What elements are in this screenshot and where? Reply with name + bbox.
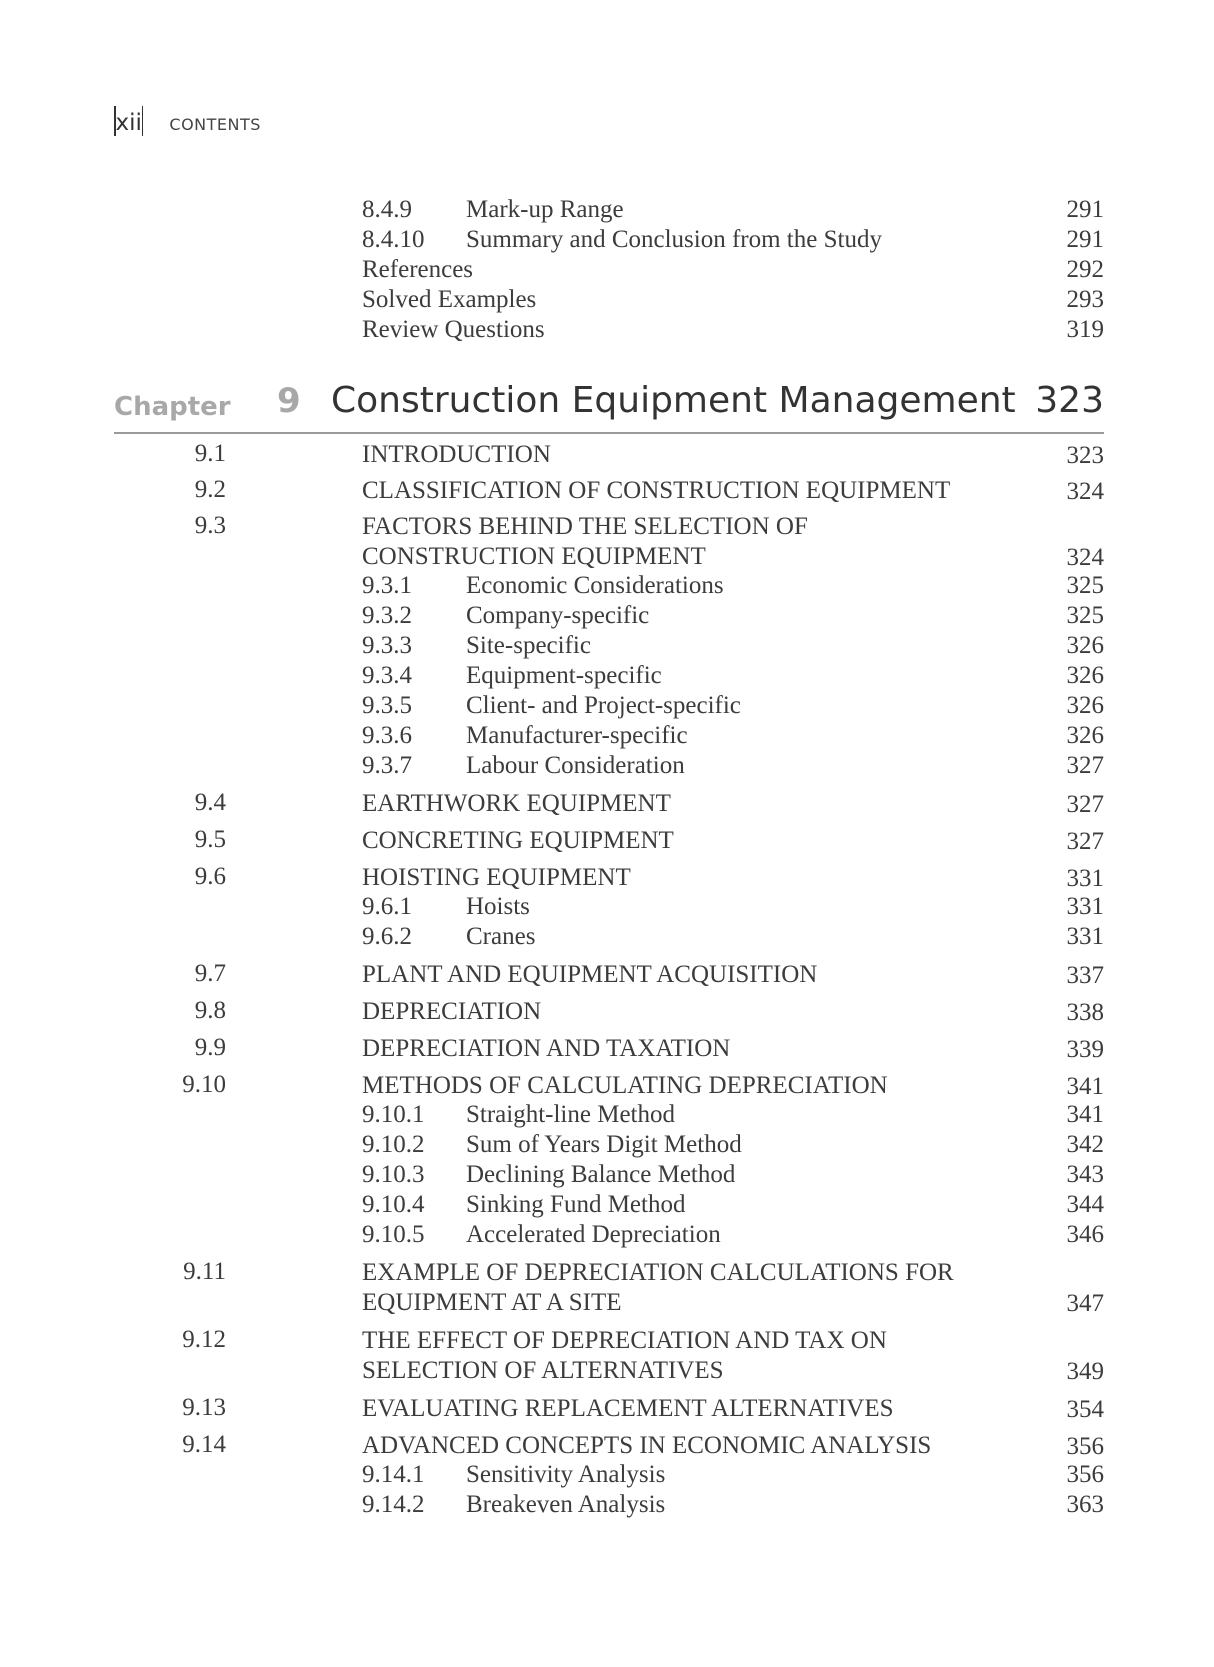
subsection-number: 9.10.4: [362, 1191, 425, 1218]
subsection-page: 291: [1066, 226, 1104, 253]
section-page: 339: [1066, 1036, 1104, 1063]
section-title: DEPRECIATION AND TAXATION: [362, 1035, 731, 1062]
subsection-page: 325: [1066, 602, 1104, 629]
toc-section[interactable]: [182, 1431, 1104, 1461]
toc-section[interactable]: [194, 512, 1104, 572]
toc-subsection[interactable]: [362, 692, 1104, 722]
toc-subsection[interactable]: [362, 1101, 1104, 1131]
section-title-line2: EQUIPMENT AT A SITE: [362, 1289, 622, 1316]
section-title: ADVANCED CONCEPTS IN ECONOMIC ANALYSIS: [362, 1432, 932, 1459]
subsection-number: 9.14.2: [362, 1491, 425, 1518]
toc-subsection[interactable]: [362, 1191, 1104, 1221]
toc-section[interactable]: [194, 476, 1104, 506]
section-title: EVALUATING REPLACEMENT ALTERNATIVES: [362, 1395, 894, 1422]
subsection-page: 326: [1066, 662, 1104, 689]
subsection-number: 9.3.1: [362, 572, 412, 599]
section-page: 327: [1066, 828, 1104, 855]
subsection-number: 9.3.3: [362, 632, 412, 659]
toc-subsection[interactable]: [362, 752, 1104, 782]
section-page: 324: [1066, 478, 1104, 505]
toc-section[interactable]: [182, 1326, 1104, 1386]
section-page: 347: [1066, 1290, 1104, 1317]
running-header: [114, 106, 261, 136]
section-number: 9.8: [194, 997, 226, 1024]
subsection-page: 326: [1066, 692, 1104, 719]
subsection-title: Manufacturer-specific: [466, 722, 688, 749]
subsection-title: Site-specific: [466, 632, 591, 659]
entry-page: 319: [1066, 316, 1104, 343]
entry-page: 293: [1066, 286, 1104, 313]
subsection-page: 363: [1066, 1491, 1104, 1518]
subsection-title: Accelerated Depreciation: [466, 1221, 721, 1248]
subsection-title: Cranes: [466, 923, 536, 950]
section-number: 9.4: [194, 789, 226, 816]
header-rule-right: [142, 106, 144, 136]
section-number: 9.9: [194, 1034, 226, 1061]
toc-entry-references[interactable]: [362, 256, 1104, 286]
subsection-page: 342: [1066, 1131, 1104, 1158]
toc-section[interactable]: [194, 789, 1104, 819]
section-title-line1: EXAMPLE OF DEPRECIATION CALCULATIONS FOR: [362, 1259, 954, 1286]
subsection-title: Client- and Project-specific: [466, 692, 741, 719]
section-page: 331: [1066, 865, 1104, 892]
toc-entry-solved-examples[interactable]: [362, 286, 1104, 316]
subsection-number: 8.4.10: [362, 226, 425, 253]
section-page: 356: [1066, 1433, 1104, 1460]
toc-subsection[interactable]: [362, 923, 1104, 953]
subsection-title: Company-specific: [466, 602, 650, 629]
entry-page: 292: [1066, 256, 1104, 283]
subsection-page: 325: [1066, 572, 1104, 599]
toc-section[interactable]: [194, 440, 1104, 470]
subsection-title: Economic Considerations: [466, 572, 724, 599]
section-title-line1: THE EFFECT OF DEPRECIATION AND TAX ON: [362, 1327, 887, 1354]
section-number: 9.2: [194, 476, 226, 503]
section-page: 323: [1066, 442, 1104, 469]
header-label: CONTENTS: [169, 115, 261, 134]
toc-subsection[interactable]: [362, 1221, 1104, 1251]
subsection-title: Breakeven Analysis: [466, 1491, 666, 1518]
subsection-title: Labour Consideration: [466, 752, 685, 779]
section-title: METHODS OF CALCULATING DEPRECIATION: [362, 1072, 888, 1099]
section-title-line2: SELECTION OF ALTERNATIVES: [362, 1357, 724, 1384]
section-number: 9.6: [194, 863, 226, 890]
chapter-number: 9: [277, 381, 301, 421]
subsection-number: 9.3.5: [362, 692, 412, 719]
subsection-page: 356: [1066, 1461, 1104, 1488]
toc-subsection[interactable]: [362, 722, 1104, 752]
subsection-title: Equipment-specific: [466, 662, 662, 689]
subsection-title: Straight-line Method: [466, 1101, 675, 1128]
chapter-label: Chapter: [114, 392, 231, 422]
toc-entry-review-questions[interactable]: [362, 316, 1104, 346]
subsection-page: 341: [1066, 1101, 1104, 1128]
subsection-page: 346: [1066, 1221, 1104, 1248]
toc-section[interactable]: [182, 1071, 1104, 1101]
section-number: 9.10: [182, 1071, 226, 1098]
toc-section[interactable]: [194, 1034, 1104, 1064]
section-title: DEPRECIATION: [362, 998, 542, 1025]
subsection-number: 9.3.7: [362, 752, 412, 779]
section-title: HOISTING EQUIPMENT: [362, 864, 631, 891]
subsection-page: 344: [1066, 1191, 1104, 1218]
toc-subsection[interactable]: [362, 662, 1104, 692]
subsection-title: Sinking Fund Method: [466, 1191, 686, 1218]
subsection-number: 9.3.2: [362, 602, 412, 629]
toc-subsection[interactable]: [362, 196, 1104, 226]
toc-subsection[interactable]: [362, 572, 1104, 602]
toc-section[interactable]: [183, 1258, 1104, 1318]
toc-subsection[interactable]: [362, 632, 1104, 662]
section-page: 338: [1066, 999, 1104, 1026]
toc-subsection[interactable]: [362, 1461, 1104, 1491]
subsection-title: Sum of Years Digit Method: [466, 1131, 742, 1158]
subsection-page: 326: [1066, 722, 1104, 749]
subsection-page: 327: [1066, 752, 1104, 779]
section-title: CONCRETING EQUIPMENT: [362, 827, 674, 854]
section-number: 9.5: [194, 826, 226, 853]
section-title: INTRODUCTION: [362, 441, 551, 468]
section-title: PLANT AND EQUIPMENT ACQUISITION: [362, 961, 818, 988]
subsection-number: 9.3.4: [362, 662, 412, 689]
chapter-page: 323: [1035, 380, 1104, 421]
subsection-number: 9.10.2: [362, 1131, 425, 1158]
section-number: 9.1: [194, 440, 226, 467]
subsection-page: 331: [1066, 893, 1104, 920]
chapter-heading[interactable]: [114, 380, 1104, 434]
section-title-line2: CONSTRUCTION EQUIPMENT: [362, 543, 706, 570]
subsection-number: 9.10.1: [362, 1101, 425, 1128]
toc-subsection[interactable]: [362, 1131, 1104, 1161]
subsection-page: 343: [1066, 1161, 1104, 1188]
subsection-number: 9.10.5: [362, 1221, 425, 1248]
subsection-page: 291: [1066, 196, 1104, 223]
section-title: CLASSIFICATION OF CONSTRUCTION EQUIPMENT: [362, 477, 951, 504]
section-number: 9.12: [182, 1326, 226, 1353]
toc-section[interactable]: [194, 997, 1104, 1027]
section-title: EARTHWORK EQUIPMENT: [362, 790, 671, 817]
entry-title: Review Questions: [362, 316, 545, 343]
section-page: 349: [1066, 1358, 1104, 1385]
section-title-line1: FACTORS BEHIND THE SELECTION OF: [362, 513, 808, 540]
subsection-title: Sensitivity Analysis: [466, 1461, 666, 1488]
section-number: 9.14: [182, 1431, 226, 1458]
toc-subsection[interactable]: [362, 602, 1104, 632]
subsection-title: Mark-up Range: [466, 196, 624, 223]
entry-title: Solved Examples: [362, 286, 537, 313]
section-number: 9.13: [182, 1394, 226, 1421]
section-page: 324: [1066, 544, 1104, 571]
entry-title: References: [362, 256, 474, 283]
toc-section[interactable]: [194, 826, 1104, 856]
subsection-title: Declining Balance Method: [466, 1161, 736, 1188]
subsection-number: 9.3.6: [362, 722, 412, 749]
section-page: 354: [1066, 1396, 1104, 1423]
subsection-title: Summary and Conclusion from the Study: [466, 226, 882, 253]
section-page: 341: [1066, 1073, 1104, 1100]
section-number: 9.11: [183, 1258, 226, 1285]
subsection-page: 331: [1066, 923, 1104, 950]
subsection-number: 9.6.1: [362, 893, 412, 920]
page-number: xii: [115, 110, 142, 136]
chapter-title: Construction Equipment Management: [331, 380, 1016, 421]
toc-section[interactable]: [182, 1394, 1104, 1424]
toc-subsection[interactable]: [362, 893, 1104, 923]
subsection-title: Hoists: [466, 893, 530, 920]
section-number: 9.3: [194, 512, 226, 539]
toc-section[interactable]: [194, 863, 1104, 893]
subsection-number: 8.4.9: [362, 196, 412, 223]
subsection-number: 9.14.1: [362, 1461, 425, 1488]
toc-subsection[interactable]: [362, 1161, 1104, 1191]
subsection-number: 9.6.2: [362, 923, 412, 950]
toc-subsection[interactable]: [362, 1491, 1104, 1521]
section-page: 327: [1066, 791, 1104, 818]
section-page: 337: [1066, 962, 1104, 989]
toc-section[interactable]: [194, 960, 1104, 990]
subsection-page: 326: [1066, 632, 1104, 659]
subsection-number: 9.10.3: [362, 1161, 425, 1188]
toc-subsection[interactable]: [362, 226, 1104, 256]
section-number: 9.7: [194, 960, 226, 987]
